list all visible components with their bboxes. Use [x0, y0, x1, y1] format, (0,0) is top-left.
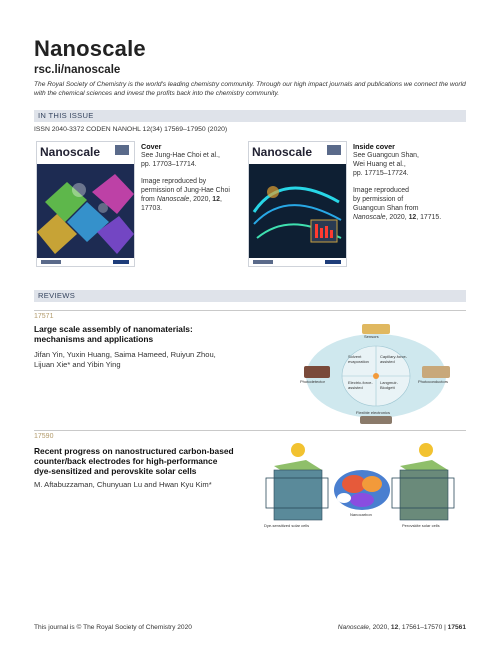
article-2-title-line-2: counter/back electrodes for high-performance [34, 456, 218, 467]
footer-year: , 2020, [368, 624, 391, 631]
cover-credit-3: from [141, 196, 157, 203]
cover-see-1: See Jung-Hae Choi et al., [141, 152, 220, 159]
tagline: The Royal Society of Chemistry is the world's leading chemistry community. Through our high impact journals and publications we connect the world with the chemical sciences and invest the profits back into the chemistry community. [34, 81, 466, 97]
article-2-title[interactable] [34, 446, 264, 477]
cover-credit-1: Image reproduced by [141, 178, 207, 185]
footer-page-number: 17561 [447, 624, 466, 631]
in-this-issue-label: IN THIS ISSUE [38, 111, 94, 120]
inside-cover-credit-1: Image reproduced [353, 187, 409, 194]
fig2-label-left: Dye-sensitized solar cells [264, 523, 310, 528]
inside-cover-heading: Inside cover [353, 142, 395, 151]
inside-cover-see-2: Wei Huang et al., [353, 161, 406, 168]
article-2-figure [262, 440, 466, 540]
footer-journal: Nanoscale [337, 624, 369, 631]
cover-credit-4: 17703. [141, 205, 163, 212]
in-this-issue-bar [34, 110, 466, 122]
fig1-label-top: Sensors [364, 334, 379, 339]
article-2-rule [34, 430, 466, 431]
journal-title: Nanoscale [34, 36, 146, 61]
inside-cover-credit-3: Guangcun Shan from [353, 205, 419, 212]
fig2-label-center: Nanocarbon [350, 512, 372, 517]
cover-credit-2: permission of Jung-Hae Choi [141, 187, 230, 194]
fig1-label-q1: Solvent evaporation [348, 354, 369, 364]
article-2-title-line-1: Recent progress on nanostructured carbon-based [34, 446, 234, 456]
inside-cover-credit-volume: 12 [408, 214, 417, 221]
article-2-authors [34, 480, 264, 490]
inside-cover-see-1: See Guangcun Shan, [353, 152, 419, 159]
inside-cover-credit-journal: Nanoscale [353, 214, 386, 221]
footer-copyright: This journal is © The Royal Society of Chemistry 2020 [34, 624, 192, 631]
article-2-page: 17590 [34, 433, 54, 440]
article-1-figure [290, 318, 460, 428]
article-1-authors [34, 350, 244, 370]
journal-url[interactable]: rsc.li/nanoscale [34, 64, 121, 76]
inside-cover-logo: Nanoscale [252, 145, 313, 159]
article-1-page: 17571 [34, 313, 54, 320]
article-1-rule [34, 310, 466, 311]
cover-credit-tail: , [219, 196, 222, 203]
cover-image[interactable] [36, 141, 135, 267]
cover-credit-year: , 2020, [189, 196, 213, 203]
inside-cover-credit-2: by permission of [353, 196, 404, 203]
inside-cover-see-3: pp. 17715–17724. [353, 170, 409, 177]
fig2-label-right: Perovskite solar cells [402, 523, 440, 528]
footer-volume: 12 [390, 624, 399, 631]
inside-cover-image[interactable] [248, 141, 347, 267]
footer-pages: , 17561–17570 | [398, 624, 448, 631]
inside-cover-credit-year: , 2020, [385, 214, 409, 221]
fig1-label-q4: Langmuir-Blodgett [380, 380, 399, 390]
inside-cover-caption [353, 142, 463, 230]
fig1-label-q2: Capillary-force-assisted [380, 354, 408, 364]
fig1-label-left: Photodetector [300, 379, 325, 384]
article-1-authors-line-2: Lijuan Xie* and Yibin Ying [34, 360, 121, 369]
article-1-authors-line-1: Jifan Yin, Yuxin Huang, Saima Hameed, Ruiyun Zhou, [34, 350, 216, 359]
article-2-title-line-3: dye-sensitized and perovskite solar cells [34, 466, 197, 477]
fig1-label-right: Photoconductors [418, 379, 449, 384]
cover-see-2: pp. 17703–17714. [141, 161, 197, 168]
reviews-label: REVIEWS [38, 291, 76, 300]
article-1-title-line-1: Large scale assembly of nanomaterials: [34, 324, 193, 334]
reviews-bar [34, 290, 466, 302]
article-1-title[interactable] [34, 324, 244, 344]
fig1-label-q3: Electric-force-assisted [348, 380, 373, 390]
cover-credit-volume: 12 [212, 196, 220, 203]
fig1-label-bottom: Flexible electronics [356, 410, 391, 415]
cover-credit-journal: Nanoscale [156, 196, 190, 203]
cover-caption [141, 142, 245, 221]
inside-cover-credit-tail: , 17715. [416, 214, 442, 221]
article-2-authors-line-1: M. Aftabuzzaman, Chunyuan Lu and Hwan Kyu Kim* [34, 480, 212, 489]
footer-citation [338, 624, 466, 631]
cover-heading: Cover [141, 142, 162, 151]
article-1-title-line-2: mechanisms and applications [34, 334, 154, 345]
issn-line: ISSN 2040-3372 CODEN NANOHL 12(34) 17569–17950 (2020) [34, 126, 228, 133]
cover-logo: Nanoscale [40, 145, 101, 159]
